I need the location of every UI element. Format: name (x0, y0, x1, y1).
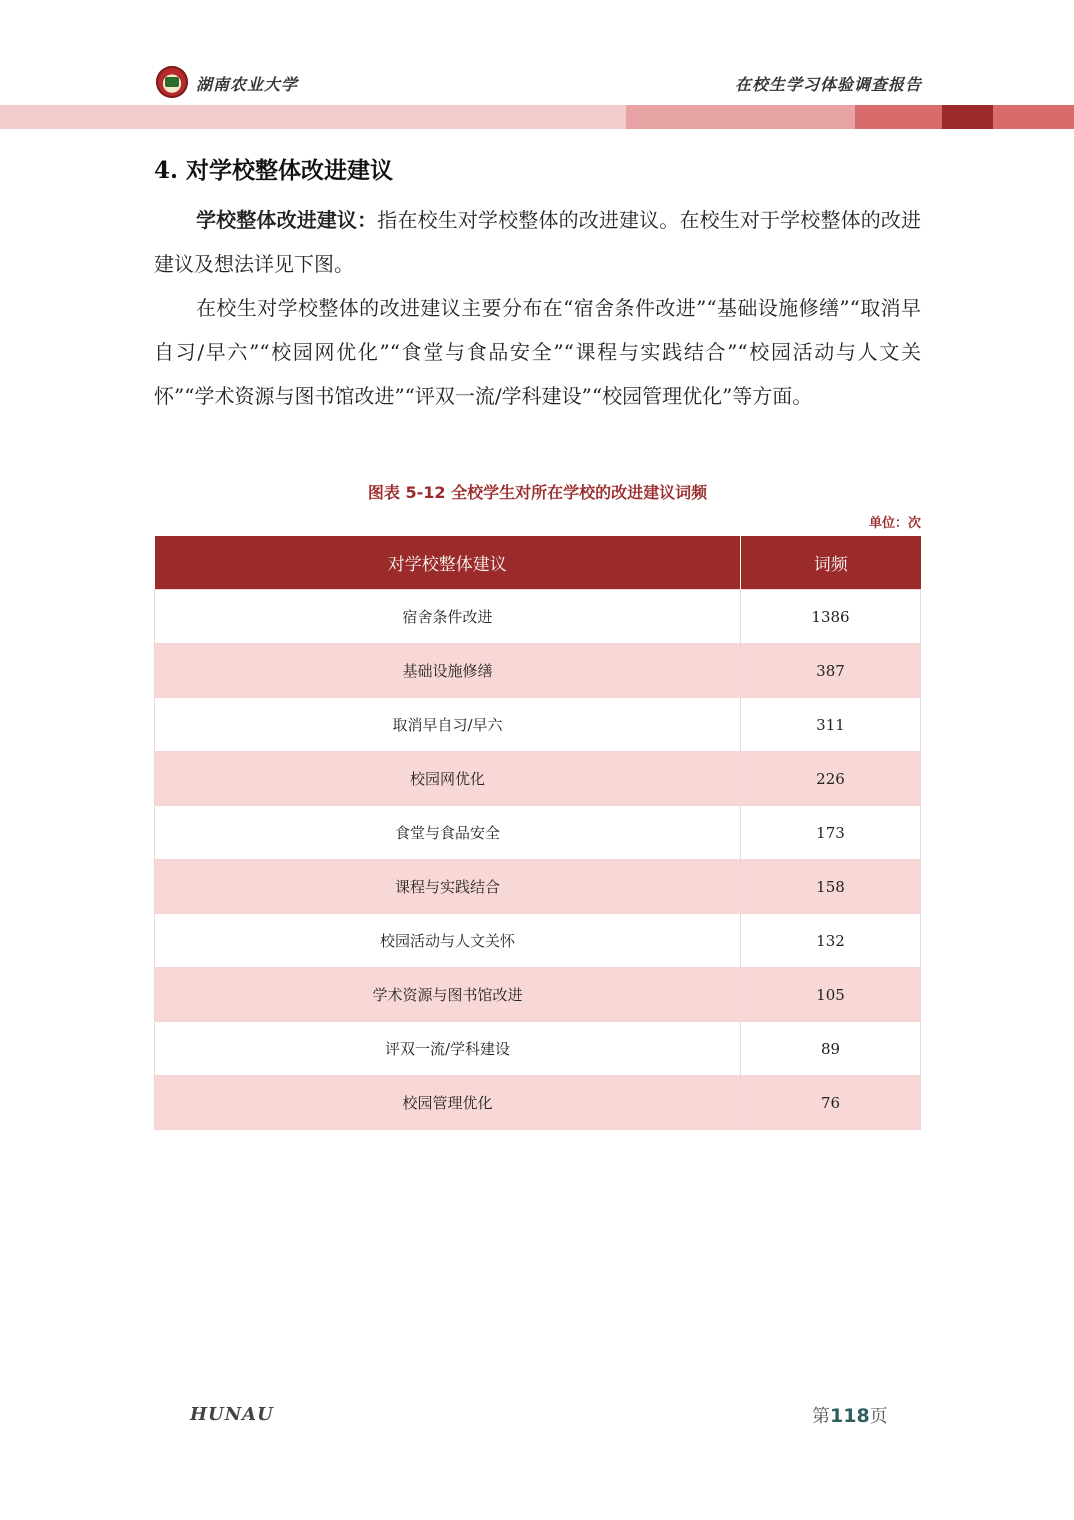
paragraph-definition (154, 198, 921, 286)
header-band (0, 105, 626, 129)
page-prefix: 第 (812, 1406, 830, 1427)
school-name: 湖南农业大学 (196, 75, 299, 94)
frequency-cell: 1386 (741, 590, 921, 644)
frequency-cell: 132 (741, 914, 921, 968)
frequency-cell: 226 (741, 752, 921, 806)
frequency-cell: 76 (741, 1076, 921, 1130)
university-logo-icon (156, 66, 188, 98)
suggestion-cell: 学术资源与图书馆改进 (155, 968, 741, 1022)
suggestion-cell: 宿舍条件改进 (155, 590, 741, 644)
unit-label: 单位：次 (868, 516, 921, 531)
suggestion-cell: 基础设施修缮 (155, 644, 741, 698)
suggestion-cell: 校园管理优化 (155, 1076, 741, 1130)
suggestion-frequency-table (154, 536, 921, 1130)
suggestion-cell: 校园网优化 (155, 752, 741, 806)
column-header-frequency: 词频 (741, 536, 921, 590)
frequency-cell: 173 (741, 806, 921, 860)
header-band (993, 105, 1074, 129)
table-row (155, 968, 921, 1022)
header-band (942, 105, 993, 129)
table-row (155, 590, 921, 644)
table-row (155, 644, 921, 698)
suggestion-cell: 评双一流/学科建设 (155, 1022, 741, 1076)
section-title: 4. 对学校整体改进建议 (154, 157, 394, 184)
page-header (0, 0, 1074, 130)
footer-brand: HUNAU (190, 1404, 274, 1425)
table-row (155, 752, 921, 806)
frequency-cell: 105 (741, 968, 921, 1022)
frequency-cell: 387 (741, 644, 921, 698)
definition-term: 学校整体改进建议： (196, 208, 378, 232)
suggestion-cell: 课程与实践结合 (155, 860, 741, 914)
suggestion-cell: 取消早自习/早六 (155, 698, 741, 752)
page-number (812, 1402, 888, 1428)
definition-text: 指在校生对学校整体的改进建议。在校生对于学校整体的改进建议及想法详见下图。 (154, 208, 922, 276)
page-suffix: 页 (869, 1406, 888, 1427)
column-header-suggestion: 对学校整体建议 (155, 536, 741, 590)
table-row (155, 698, 921, 752)
suggestion-cell: 食堂与食品安全 (155, 806, 741, 860)
frequency-cell: 89 (741, 1022, 921, 1076)
header-band (626, 105, 855, 129)
table-row (155, 1022, 921, 1076)
report-title: 在校生学习体验调查报告 (734, 75, 922, 94)
suggestion-cell: 校园活动与人文关怀 (155, 914, 741, 968)
header-band (855, 105, 942, 129)
frequency-cell: 158 (741, 860, 921, 914)
table-header-row (155, 536, 921, 590)
page-number-value: 118 (830, 1405, 870, 1427)
table-row (155, 914, 921, 968)
table-row (155, 806, 921, 860)
paragraph-summary: 在校生对学校整体的改进建议主要分布在“宿舍条件改进”“基础设施修缮”“取消早自习/早六”“校园网优化”“食堂与食品安全”“课程与实践结合”“校园活动与人文关怀”“学术资源与图书馆改进”“评双一流/学科建设”“校园管理优化”等方面。 (154, 296, 921, 408)
table-row (155, 1076, 921, 1130)
table-row (155, 860, 921, 914)
figure-title: 图表 5-12 全校学生对所在学校的改进建议词频 (367, 483, 708, 502)
frequency-cell: 311 (741, 698, 921, 752)
